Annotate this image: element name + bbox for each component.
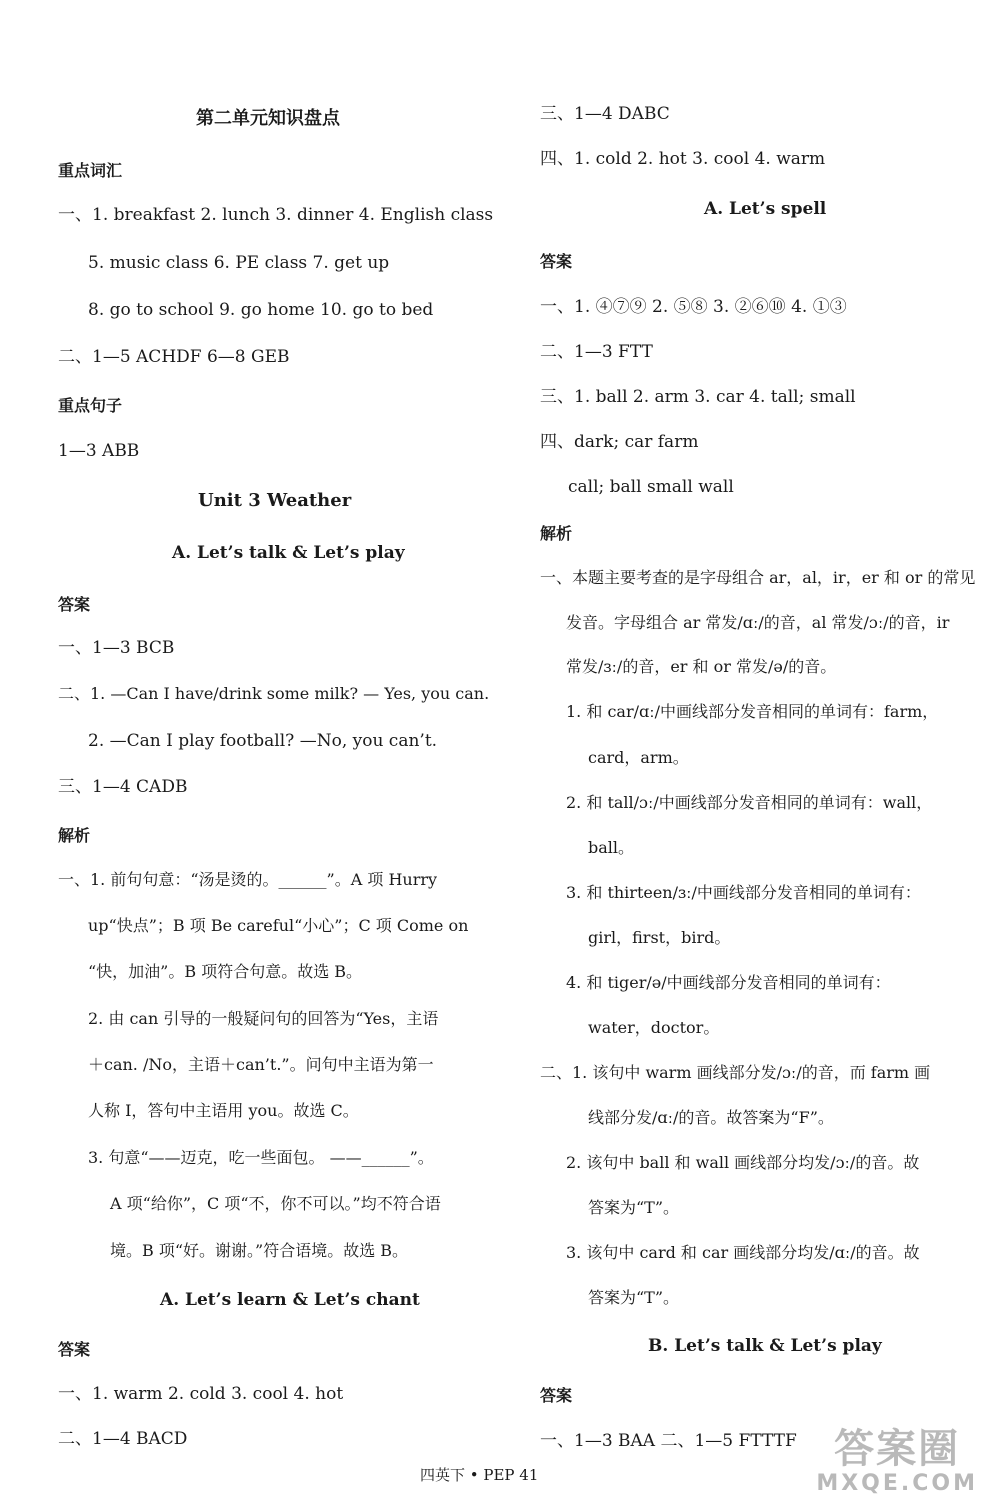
b-talk-answer-1: 一、1—3 BAA 二、1—5 FTTTF — [540, 1431, 797, 1451]
sentence-heading: 重点句子 — [58, 396, 123, 415]
analysis-line: A 项“给你”，C 项“不，你不可以。”均不符合语 — [110, 1194, 441, 1213]
spell-answer-1: 一、1. ④⑦⑨ 2. ⑤⑧ 3. ②⑥⑩ 4. ①③ — [540, 297, 847, 317]
analysis-line: 一、1. 前句句意：“汤是烫的。______”。A 项 Hurry — [58, 870, 438, 889]
analysis-line: 二、1. 该句中 warm 画线部分发/ɔː/的音，而 farm 画 — [540, 1063, 931, 1082]
vocab-line-4: 二、1—5 ACHDF 6—8 GEB — [58, 347, 290, 367]
watermark-big: 答案圈 — [834, 1426, 961, 1472]
analysis-line: 2. 和 tall/ɔː/中画线部分发音相同的单词有：wall， — [566, 793, 933, 812]
analysis-line: 发音。字母组合 ar 常发/ɑː/的音，al 常发/ɔː/的音，ir — [566, 613, 950, 632]
talk-answer-2: 二、1. —Can I have/drink some milk? — Yes, you can. — [58, 684, 490, 703]
analysis-line: girl，first，bird。 — [588, 928, 731, 947]
analysis-line: 3. 和 thirteen/ɜː/中画线部分发音相同的单词有： — [566, 883, 921, 902]
analysis-line: 1. 和 car/ɑː/中画线部分发音相同的单词有：farm， — [566, 702, 939, 721]
analysis-line: 答案为“T”。 — [588, 1288, 680, 1307]
analysis-heading: 解析 — [540, 524, 573, 543]
section-b-talk: B. Let’s talk & Let’s play — [648, 1336, 882, 1356]
analysis-line: ＋can. /No，主语＋can’t.”。问句中主语为第一 — [88, 1055, 434, 1074]
analysis-line: 4. 和 tiger/ə/中画线部分发音相同的单词有： — [566, 973, 891, 992]
watermark-logo — [816, 1427, 978, 1496]
analysis-line: up“快点”；B 项 Be careful“小心”；C 项 Come on — [88, 916, 469, 935]
vocab-heading: 重点词汇 — [58, 161, 123, 180]
analysis-line: 线部分发/ɑː/的音。故答案为“F”。 — [588, 1108, 834, 1127]
vocab-line-3: 8. go to school 9. go home 10. go to bed — [88, 300, 434, 320]
analysis-line: 境。B 项“好。谢谢。”符合语境。故选 B。 — [110, 1241, 409, 1260]
analysis-line: 人称 I，答句中主语用 you。故选 C。 — [88, 1101, 359, 1120]
analysis-line: ball。 — [588, 838, 635, 857]
spell-answer-4: 四、dark; car farm — [540, 432, 699, 452]
analysis-line: 2. 由 can 引导的一般疑问句的回答为“Yes，主语 — [88, 1009, 439, 1028]
spell-answer-5: call; ball small wall — [568, 477, 734, 497]
spell-answer-3: 三、1. ball 2. arm 3. car 4. tall; small — [540, 387, 856, 407]
talk-answer-4: 三、1—4 CADB — [58, 777, 188, 797]
unit3-title: Unit 3 Weather — [198, 490, 352, 511]
vocab-line-1: 一、1. breakfast 2. lunch 3. dinner 4. English class — [58, 205, 494, 225]
answer-heading-2: 答案 — [58, 1340, 91, 1359]
section-spell: A. Let’s spell — [704, 199, 827, 219]
right-line-2: 四、1. cold 2. hot 3. cool 4. warm — [540, 149, 826, 169]
vocab-line-2: 5. music class 6. PE class 7. get up — [88, 253, 390, 273]
section-a-learn: A. Let’s learn & Let’s chant — [160, 1290, 420, 1310]
analysis-line: “快，加油”。B 项符合句意。故选 B。 — [88, 962, 363, 981]
answer-heading: 答案 — [540, 252, 573, 271]
sentence-line-1: 1—3 ABB — [58, 441, 140, 461]
spell-answer-2: 二、1—3 FTT — [540, 342, 653, 362]
answer-heading: 答案 — [58, 595, 91, 614]
page-footer: 四英下 • PEP 41 — [420, 1466, 539, 1484]
watermark-url: MXQE.COM — [816, 1471, 978, 1496]
talk-answer-1: 一、1—3 BCB — [58, 638, 175, 658]
learn-answer-2: 二、1—4 BACD — [58, 1429, 188, 1449]
learn-answer-1: 一、1. warm 2. cold 3. cool 4. hot — [58, 1384, 344, 1404]
analysis-line: card，arm。 — [588, 748, 689, 767]
analysis-line: 答案为“T”。 — [588, 1198, 680, 1217]
analysis-line: water，doctor。 — [588, 1018, 720, 1037]
analysis-line: 常发/ɜː/的音，er 和 or 常发/ə/的音。 — [566, 657, 837, 676]
unit2-title: 第二单元知识盘点 — [196, 108, 340, 129]
talk-answer-3: 2. —Can I play football? —No, you can’t. — [88, 731, 438, 751]
right-line-1: 三、1—4 DABC — [540, 104, 670, 124]
section-a-talk: A. Let’s talk & Let’s play — [172, 543, 405, 563]
analysis-line: 3. 该句中 card 和 car 画线部分均发/ɑː/的音。故 — [566, 1243, 920, 1262]
analysis-line: 2. 该句中 ball 和 wall 画线部分均发/ɔː/的音。故 — [566, 1153, 920, 1172]
analysis-line: 一、本题主要考查的是字母组合 ar，al，ir，er 和 or 的常见 — [540, 568, 976, 587]
answer-heading-2: 答案 — [540, 1386, 573, 1405]
analysis-line: 3. 句意“——迈克，吃一些面包。 ——______”。 — [88, 1148, 434, 1167]
analysis-heading: 解析 — [58, 826, 91, 845]
